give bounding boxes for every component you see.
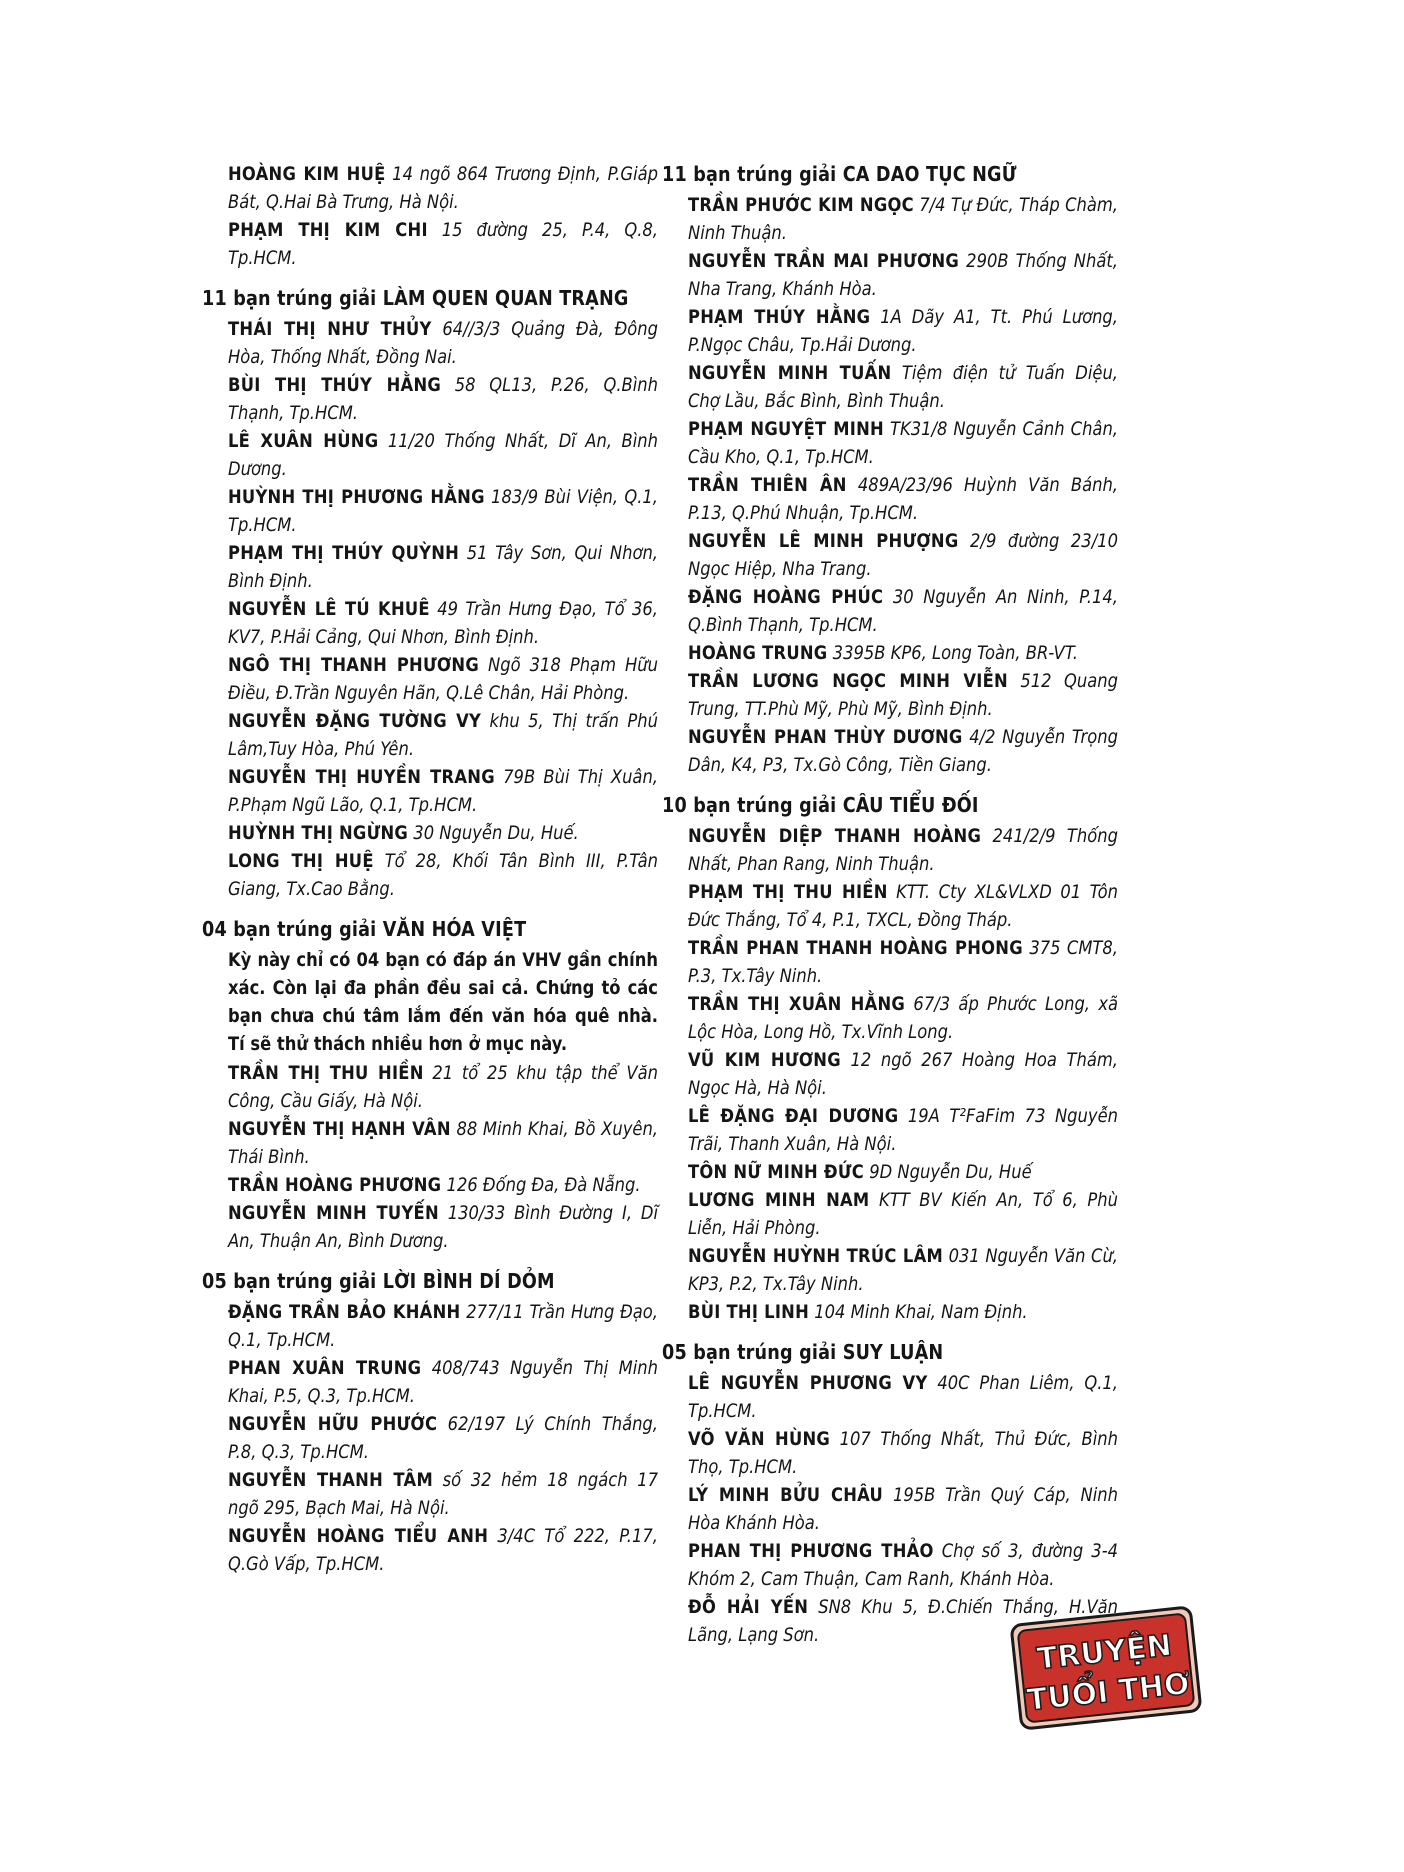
winner-entry — [688, 1425, 1118, 1481]
winner-address: 031 Nguyễn Văn Cừ, KP3, P.2, Tx.Tây Ninh. — [688, 1245, 1118, 1295]
winner-address: 408/743 Nguyễn Thị Minh Khai, P.5, Q.3, Tp.HCM. — [228, 1357, 659, 1407]
winner-address: 64//3/3 Quảng Đà, Đông Hòa, Thống Nhất, Đồng Nai. — [228, 318, 658, 368]
winner-entry — [688, 1102, 1118, 1158]
winner-name: LONG THỊ HUỆ — [228, 850, 374, 872]
winner-address: 195B Trần Quý Cáp, Ninh Hòa Khánh Hòa. — [688, 1484, 1118, 1534]
winner-address: 2/9 đường 23/10 Ngọc Hiệp, Nha Trang. — [688, 530, 1118, 580]
winner-name: NGÔ THỊ THANH PHƯƠNG — [228, 654, 480, 676]
winner-entry — [688, 303, 1118, 359]
winner-name: NGUYỄN MINH TUẤN — [688, 362, 892, 384]
winner-address: 14 ngõ 864 Trương Định, P.Giáp Bát, Q.Hai Bà Trưng, Hà Nội. — [228, 163, 658, 213]
winner-name: HOÀNG TRUNG — [688, 642, 828, 664]
winner-entry — [688, 639, 1118, 667]
winner-entry — [228, 315, 658, 371]
winner-entry — [228, 427, 658, 483]
winner-name: LƯƠNG MINH NAM — [688, 1189, 870, 1211]
winner-entry — [688, 1158, 1118, 1186]
winner-address: SN8 Khu 5, Đ.Chiến Thắng, H.Văn Lãng, Lạng Sơn. — [688, 1596, 1118, 1646]
winner-address: 12 ngõ 267 Hoàng Hoa Thám, Ngọc Hà, Hà Nội. — [688, 1049, 1118, 1099]
logo-line2: TUỔI THƠ — [1025, 1666, 1192, 1719]
section-title: 04 bạn trúng giải VĂN HÓA VIỆT — [202, 917, 527, 941]
winner-name: PHAN THỊ PHƯƠNG THẢO — [688, 1540, 934, 1562]
winner-address: 277/11 Trần Hưng Đạo, Q.1, Tp.HCM. — [228, 1301, 658, 1351]
winner-name: NGUYỄN HUỲNH TRÚC LÂM — [688, 1245, 944, 1267]
winner-name: TRẦN THỊ XUÂN HẰNG — [688, 993, 906, 1015]
winner-address: 58 QL13, P.26, Q.Bình Thạnh, Tp.HCM. — [228, 374, 658, 424]
winner-address: 375 CMT8, P.3, Tx.Tây Ninh. — [688, 937, 1119, 987]
winner-name: TRẦN PHƯỚC KIM NGỌC — [688, 194, 914, 216]
winner-entry — [228, 707, 658, 763]
winner-address: 107 Thống Nhất, Thủ Đức, Bình Thọ, Tp.HCM. — [688, 1428, 1118, 1478]
section-title: 11 bạn trúng giải LÀM QUEN QUAN TRẠNG — [202, 286, 629, 310]
winner-address: 67/3 ấp Phước Long, xã Lộc Hòa, Long Hồ, Tx.Vĩnh Long. — [688, 993, 1118, 1043]
winner-entry — [688, 1046, 1118, 1102]
winner-entry — [688, 878, 1118, 934]
winner-name: BÙI THỊ THÚY HẰNG — [228, 374, 442, 396]
winner-name: THÁI THỊ NHƯ THỦY — [228, 318, 432, 340]
winner-name: NGUYỄN THỊ HUYỀN TRANG — [228, 766, 495, 788]
winner-address: TK31/8 Nguyễn Cảnh Chân, Cầu Kho, Q.1, Tp.HCM. — [688, 418, 1118, 468]
winner-name: TRẦN HOÀNG PHƯƠNG — [228, 1174, 442, 1196]
winner-address: 4/2 Nguyễn Trọng Dân, K4, P3, Tx.Gò Công, Tiền Giang. — [688, 726, 1118, 776]
winner-name: LÊ NGUYỄN PHƯƠNG VY — [688, 1372, 928, 1394]
section-title: 11 bạn trúng giải CA DAO TỤC NGỮ — [662, 162, 1017, 186]
section-title: 05 bạn trúng giải SUY LUẬN — [662, 1340, 944, 1364]
winner-entry — [228, 1059, 658, 1115]
winner-name: HUỲNH THỊ PHƯƠNG HẰNG — [228, 486, 485, 508]
winner-name: PHẠM THÚY HẰNG — [688, 306, 871, 328]
winner-entry — [688, 1242, 1118, 1298]
winner-entry — [688, 990, 1118, 1046]
section-title: 05 bạn trúng giải LỜI BÌNH DÍ DỎM — [202, 1269, 555, 1293]
winner-entry — [228, 539, 658, 595]
winner-entry — [688, 471, 1118, 527]
winner-name: NGUYỄN PHAN THÙY DƯƠNG — [688, 726, 963, 748]
winner-entry — [688, 1369, 1118, 1425]
winner-entry — [688, 934, 1118, 990]
winner-name: PHẠM THỊ THU HIỀN — [688, 881, 888, 903]
winner-entry — [688, 359, 1118, 415]
winner-name: ĐẶNG TRẦN BẢO KHÁNH — [228, 1301, 461, 1323]
winner-address: Chợ số 3, đường 3-4 Khóm 2, Cam Thuận, Cam Ranh, Khánh Hòa. — [688, 1540, 1118, 1590]
left-column — [202, 160, 659, 1578]
winner-name: NGUYỄN TRẦN MAI PHƯƠNG — [688, 250, 960, 272]
winner-address: 7/4 Tự Đức, Tháp Chàm, Ninh Thuận. — [688, 194, 1118, 244]
winner-entry — [228, 763, 658, 819]
winner-name: NGUYỄN ĐẶNG TƯỜNG VY — [228, 710, 482, 732]
winner-name: TRẦN THIÊN ÂN — [688, 474, 847, 496]
winner-entry — [688, 527, 1118, 583]
winner-name: NGUYỄN DIỆP THANH HOÀNG — [688, 825, 982, 847]
winner-address: 88 Minh Khai, Bồ Xuyên, Thái Bình. — [228, 1118, 659, 1168]
winner-address: Tổ 28, Khối Tân Bình III, P.Tân Giang, Tx.Cao Bằng. — [228, 850, 659, 900]
winner-name: NGUYỄN HOÀNG TIỂU ANH — [228, 1525, 489, 1547]
winner-name: PHẠM NGUYỆT MINH — [688, 418, 884, 440]
winner-name: ĐỖ HẢI YẾN — [688, 1596, 809, 1618]
winner-address: 290B Thống Nhất, Nha Trang, Khánh Hòa. — [688, 250, 1118, 300]
winner-name: TRẦN THỊ THU HIỀN — [228, 1062, 424, 1084]
winner-entry — [228, 1410, 658, 1466]
winner-address: 104 Minh Khai, Nam Định. — [814, 1301, 1028, 1323]
winner-entry — [228, 1298, 658, 1354]
winner-name: PHẠM THỊ KIM CHI — [228, 219, 428, 241]
winner-address: 126 Đống Đa, Đà Nẵng. — [446, 1174, 641, 1196]
winner-address: 30 Nguyễn Du, Huế. — [413, 822, 579, 844]
winner-address: 3395B KP6, Long Toàn, BR-VT. — [832, 642, 1078, 664]
winner-name: NGUYỄN LÊ MINH PHƯỢNG — [688, 530, 959, 552]
winner-address: 11/20 Thống Nhất, Dĩ An, Bình Dương. — [228, 430, 658, 480]
winner-name: LÊ ĐẶNG ĐẠI DƯƠNG — [688, 1105, 899, 1127]
section-title: 10 bạn trúng giải CÂU TIỂU ĐỐI — [662, 793, 979, 817]
winner-address: 489A/23/96 Huỳnh Văn Bánh, P.13, Q.Phú Nhuận, Tp.HCM. — [688, 474, 1118, 524]
winner-entry — [688, 191, 1118, 247]
winner-address: KTT BV Kiến An, Tổ 6, Phù Liễn, Hải Phòng. — [688, 1189, 1118, 1239]
winner-address: Ngõ 318 Phạm Hữu Điều, Đ.Trần Nguyên Hãn, Q.Lê Chân, Hải Phòng. — [228, 654, 659, 704]
winner-name: NGUYỄN HỮU PHƯỚC — [228, 1413, 438, 1435]
winner-name: VÕ VĂN HÙNG — [688, 1428, 831, 1450]
winner-name: NGUYỄN MINH TUYẾN — [228, 1202, 439, 1224]
winner-name: VŨ KIM HƯƠNG — [688, 1049, 841, 1071]
winner-entry — [688, 583, 1118, 639]
winner-name: LÊ XUÂN HÙNG — [228, 430, 379, 452]
winner-entry — [228, 160, 658, 216]
winner-name: NGUYỄN THANH TÂM — [228, 1469, 433, 1491]
winner-name: HUỲNH THỊ NGỪNG — [228, 822, 409, 844]
winner-name: NGUYỄN LÊ TÚ KHUÊ — [228, 598, 430, 620]
winner-entry — [228, 1115, 658, 1171]
winner-entry — [228, 595, 658, 651]
truyen-tuoi-tho-logo — [1007, 1602, 1206, 1733]
winner-name: PHAN XUÂN TRUNG — [228, 1357, 422, 1379]
winner-address: 19A T²FaFim 73 Nguyễn Trãi, Thanh Xuân, Hà Nội. — [688, 1105, 1118, 1155]
winner-entry — [228, 847, 658, 903]
winner-address: 30 Nguyễn An Ninh, P.14, Q.Bình Thạnh, Tp.HCM. — [688, 586, 1118, 636]
winner-entry — [228, 819, 658, 847]
winner-address: 3/4C Tổ 222, P.17, Q.Gò Vấp, Tp.HCM. — [228, 1525, 658, 1575]
winner-name: TRẦN PHAN THANH HOÀNG PHONG — [688, 937, 1023, 959]
winner-address: 241/2/9 Thống Nhất, Phan Rang, Ninh Thuận. — [688, 825, 1118, 875]
winner-name: NGUYỄN THỊ HẠNH VÂN — [228, 1118, 451, 1140]
winner-address: 1A Dãy A1, Tt. Phú Lương, P.Ngọc Châu, Tp.Hải Dương. — [688, 306, 1118, 356]
winner-entry — [228, 216, 658, 272]
winner-entry — [688, 667, 1118, 723]
winner-address: 49 Trần Hưng Đạo, Tổ 36, KV7, P.Hải Cảng, Qui Nhơn, Bình Định. — [228, 598, 658, 648]
winner-address: 183/9 Bùi Viện, Q.1, Tp.HCM. — [228, 486, 658, 536]
winner-entry — [228, 1199, 658, 1255]
winner-name: BÙI THỊ LINH — [688, 1301, 810, 1323]
winner-address: 40C Phan Liêm, Q.1, Tp.HCM. — [688, 1372, 1118, 1422]
winner-address: 21 tổ 25 khu tập thể Văn Công, Cầu Giấy, Hà Nội. — [228, 1062, 658, 1112]
winner-entry — [228, 371, 658, 427]
winner-entry — [228, 1522, 658, 1578]
winner-entry — [228, 1466, 658, 1522]
winner-name: ĐẶNG HOÀNG PHÚC — [688, 586, 884, 608]
winner-name: TÔN NỮ MINH ĐỨC — [688, 1161, 865, 1183]
winner-address: 130/33 Bình Đường I, Dĩ An, Thuận An, Bình Dương. — [228, 1202, 658, 1252]
winner-entry — [228, 1354, 658, 1410]
winner-address: Tiệm điện tử Tuấn Diệu, Chợ Lầu, Bắc Bình, Bình Thuận. — [688, 362, 1118, 412]
winner-name: PHẠM THỊ THÚY QUỲNH — [228, 542, 460, 564]
winner-address: 62/197 Lý Chính Thắng, P.8, Q.3, Tp.HCM. — [228, 1413, 659, 1463]
winner-entry — [688, 247, 1118, 303]
winner-address: 15 đường 25, P.4, Q.8, Tp.HCM. — [228, 219, 658, 269]
winner-address: KTT. Cty XL&VLXD 01 Tôn Đức Thắng, Tổ 4, P.1, TXCL, Đồng Tháp. — [688, 881, 1118, 931]
winner-address: khu 5, Thị trấn Phú Lâm,Tuy Hòa, Phú Yên. — [228, 710, 658, 760]
right-column — [662, 160, 1119, 1649]
winner-address: 79B Bùi Thị Xuân, P.Phạm Ngũ Lão, Q.1, Tp.HCM. — [228, 766, 658, 816]
winner-entry — [688, 1186, 1118, 1242]
winner-address: 51 Tây Sơn, Qui Nhơn, Bình Định. — [228, 542, 658, 592]
winner-name: HOÀNG KIM HUỆ — [228, 163, 386, 185]
winner-name: LÝ MINH BỬU CHÂU — [688, 1484, 884, 1506]
section-note: Kỳ này chỉ có 04 bạn có đáp án VHV gần chính xác. Còn lại đa phần đều sai cả. Chứng tỏ các bạn chưa chú tâm lắm đến văn hóa quê nhà. Tí sẽ thử thách nhiều hơn ở mục này. — [228, 949, 658, 1055]
winner-address: 512 Quang Trung, TT.Phù Mỹ, Phù Mỹ, Bình Định. — [688, 670, 1118, 720]
winner-entry — [688, 415, 1118, 471]
winner-entry — [228, 651, 658, 707]
winner-entry — [688, 1481, 1118, 1537]
winner-entry — [688, 723, 1118, 779]
winner-entry — [228, 1171, 658, 1199]
winner-entry — [688, 1537, 1118, 1593]
winner-entry — [688, 822, 1118, 878]
winner-entry — [228, 483, 658, 539]
winner-entry — [688, 1298, 1118, 1326]
winner-name: TRẦN LƯƠNG NGỌC MINH VIỄN — [688, 670, 1008, 692]
winner-address: 9D Nguyễn Du, Huế — [869, 1161, 1032, 1183]
winner-address: số 32 hẻm 18 ngách 17 ngõ 295, Bạch Mai, Hà Nội. — [228, 1469, 658, 1519]
logo-line1: TRUYỆN — [1035, 1628, 1174, 1678]
